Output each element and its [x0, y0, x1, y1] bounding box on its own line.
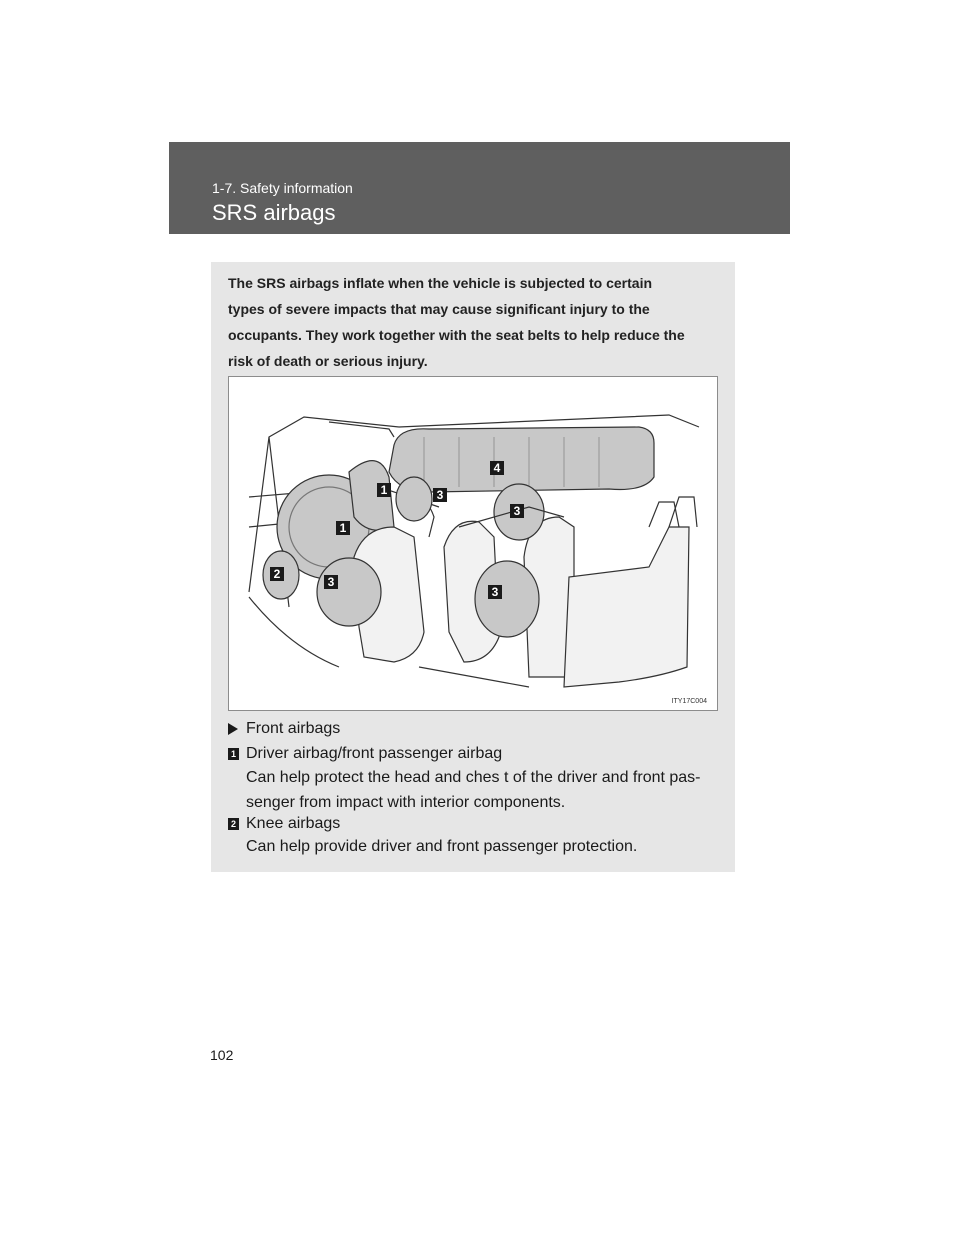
header-band: [169, 142, 790, 234]
intro-line-3: occupants. They work together with the seat belts to help reduce the: [228, 327, 685, 343]
airbag-illustration: [228, 376, 718, 711]
callout-3-front-left: 3: [327, 575, 335, 589]
intro-line-4: risk of death or serious injury.: [228, 353, 428, 369]
intro-line-1: The SRS airbags inflate when the vehicle is subjected to certain: [228, 275, 653, 291]
page-title: SRS airbags: [212, 200, 336, 225]
content-panel: [211, 262, 735, 872]
triangle-bullet-icon: [228, 723, 238, 735]
item-1-desc-2: senger from impact with interior components.: [246, 794, 566, 811]
item-2-label: Knee airbags: [246, 815, 341, 832]
callout-1-driver: 1: [339, 521, 347, 535]
item-1-label: Driver airbag/front passenger airbag: [246, 745, 503, 762]
number-1-icon: 1: [228, 748, 239, 760]
callout-3-front-right: 3: [436, 488, 444, 502]
vehicle-interior-drawing: [229, 377, 717, 710]
figure-code: ITY17C004: [671, 698, 707, 705]
item-2-desc: Can help provide driver and front passenger protection.: [246, 838, 638, 855]
page-number: 102: [210, 1047, 234, 1063]
callout-3-rear-right: 3: [513, 504, 521, 518]
number-2-icon: 2: [228, 818, 239, 830]
callout-1-passenger: 1: [380, 483, 388, 497]
callout-3-rear-left: 3: [491, 585, 499, 599]
callout-2-knee: 2: [273, 567, 281, 581]
intro-line-2: types of severe impacts that may cause significant injury to the: [228, 301, 650, 317]
section-label: 1-7. Safety information: [212, 180, 353, 196]
callout-4-curtain: 4: [493, 461, 501, 475]
intro-text: [228, 270, 724, 374]
front-airbags-heading-text: Front airbags: [246, 720, 341, 737]
item-1-desc-1: Can help protect the head and ches t of the driver and front pas-: [246, 769, 701, 786]
